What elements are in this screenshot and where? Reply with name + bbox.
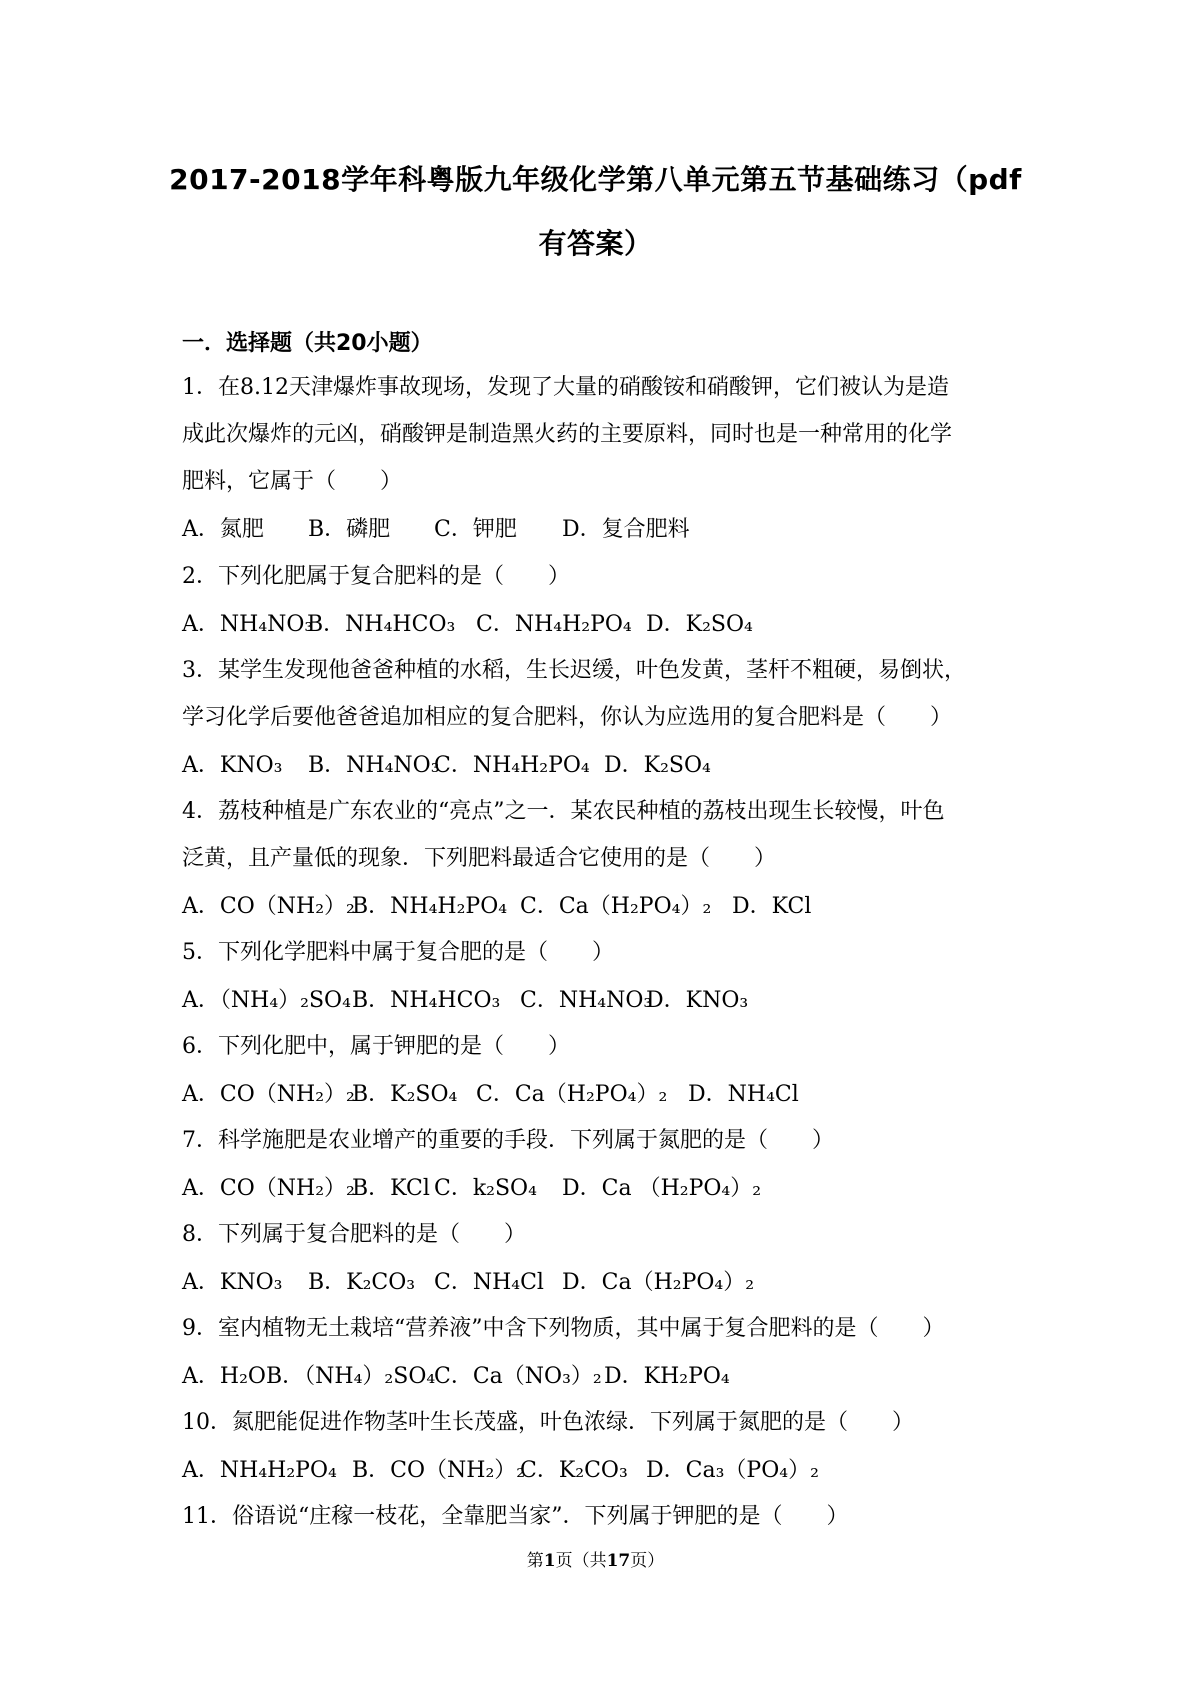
q5-option-a: A．（NH₄）₂SO₄	[182, 988, 351, 1013]
q8-option-c: C．NH₄Cl	[434, 1270, 544, 1295]
q10-option-c: C．K₂CO₃	[520, 1458, 628, 1483]
q1-option-a: A．氮肥	[182, 517, 264, 542]
footer-prefix: 第	[526, 1551, 544, 1571]
q9-line-1: 9．室内植物无土栽培“营养液”中含下列物质，其中属于复合肥料的是（ ）	[182, 1316, 945, 1341]
q7-option-d: D．Ca （H₂PO₄）₂	[562, 1176, 762, 1201]
q5-option-d: D．KNO₃	[646, 988, 749, 1013]
q9-option-a: A．H₂O	[182, 1364, 266, 1389]
footer-mid: 页（共	[555, 1551, 607, 1571]
q1-option-d: D．复合肥料	[562, 517, 690, 542]
q5-option-b: B．NH₄HCO₃	[352, 988, 501, 1013]
section-heading: 一．选择题（共20小题）	[182, 331, 433, 356]
q3-line-2: 学习化学后要他爸爸追加相应的复合肥料，你认为应选用的复合肥料是（ ）	[182, 705, 953, 730]
q6-option-a: A．CO（NH₂）₂	[182, 1082, 355, 1107]
q7-option-a: A．CO（NH₂）₂	[182, 1176, 355, 1201]
footer-total-pages: 17	[606, 1551, 631, 1571]
q1-option-b: B．磷肥	[308, 517, 391, 542]
q7-option-c: C．k₂SO₄	[434, 1176, 537, 1201]
q8-line-1: 8．下列属于复合肥料的是（ ）	[182, 1222, 526, 1247]
page-footer	[0, 1546, 1191, 1571]
q1-line-1: 1．在8.12天津爆炸事故现场，发现了大量的硝酸铵和硝酸钾，它们被认为是造	[182, 375, 949, 400]
q3-option-c: C．NH₄H₂PO₄	[434, 753, 590, 778]
q9-option-d: D．KH₂PO₄	[604, 1364, 730, 1389]
document-title-line-2: 有答案）	[538, 227, 653, 260]
q10-line-1: 10．氮肥能促进作物茎叶生长茂盛，叶色浓绿．下列属于氮肥的是（ ）	[182, 1410, 914, 1435]
q6-line-1: 6．下列化肥中，属于钾肥的是（ ）	[182, 1034, 570, 1059]
q3-line-1: 3．某学生发现他爸爸种植的水稻，生长迟缓，叶色发黄，茎杆不粗硬，易倒状，	[182, 658, 966, 683]
q2-option-b: B．NH₄HCO₃	[307, 612, 456, 637]
q8-option-d: D．Ca（H₂PO₄）₂	[562, 1270, 755, 1295]
footer-suffix: 页）	[630, 1551, 665, 1571]
q4-option-c: C．Ca（H₂PO₄）₂	[520, 894, 712, 919]
q7-line-1: 7．科学施肥是农业增产的重要的手段．下列属于氮肥的是（ ）	[182, 1128, 834, 1153]
q5-line-1: 5．下列化学肥料中属于复合肥的是（ ）	[182, 940, 614, 965]
q4-option-b: B．NH₄H₂PO₄	[352, 894, 508, 919]
q4-line-1: 4．荔枝种植是广东农业的“亮点”之一．某农民种植的荔枝出现生长较慢，叶色	[182, 799, 945, 824]
q8-option-b: B．K₂CO₃	[308, 1270, 416, 1295]
q4-option-d: D．KCl	[732, 894, 812, 919]
q8-option-a: A．KNO₃	[182, 1270, 283, 1295]
q2-option-d: D．K₂SO₄	[646, 612, 753, 637]
q10-option-b: B．CO（NH₂）₂	[352, 1458, 526, 1483]
q3-option-a: A．KNO₃	[182, 753, 283, 778]
q11-line-1: 11．俗语说“庄稼一枝花，全靠肥当家”．下列属于钾肥的是（ ）	[182, 1504, 849, 1529]
q6-option-b: B．K₂SO₄	[352, 1082, 458, 1107]
document-title-line-1: 2017-2018学年科粤版九年级化学第八单元第五节基础练习（pdf	[169, 163, 1022, 196]
q5-option-c: C．NH₄NO₃	[520, 988, 653, 1013]
q10-option-d: D．Ca₃（PO₄）₂	[646, 1458, 819, 1483]
q9-option-b: B．（NH₄）₂SO₄	[266, 1364, 436, 1389]
footer-page-number: 1	[543, 1551, 556, 1571]
q3-option-b: B．NH₄NO₃	[308, 753, 440, 778]
q2-line-1: 2．下列化肥属于复合肥料的是（ ）	[182, 564, 570, 589]
q6-option-d: D．NH₄Cl	[688, 1082, 799, 1107]
q10-option-a: A．NH₄H₂PO₄	[182, 1458, 337, 1483]
q4-option-a: A．CO（NH₂）₂	[182, 894, 355, 919]
q4-line-2: 泛黄，且产量低的现象．下列肥料最适合它使用的是（ ）	[182, 846, 777, 871]
q1-line-2: 成此次爆炸的元凶，硝酸钾是制造黑火药的主要原料，同时也是一种常用的化学	[182, 422, 953, 447]
q3-option-d: D．K₂SO₄	[604, 753, 711, 778]
q2-option-c: C．NH₄H₂PO₄	[476, 612, 632, 637]
q1-option-c: C．钾肥	[434, 517, 517, 542]
q6-option-c: C．Ca（H₂PO₄）₂	[476, 1082, 668, 1107]
q2-option-a: A．NH₄NO₃	[182, 612, 314, 637]
q9-option-c: C．Ca（NO₃）₂	[434, 1364, 602, 1389]
q1-line-3: 肥料，它属于（ ）	[182, 469, 403, 494]
q7-option-b: B．KCl	[352, 1176, 430, 1201]
